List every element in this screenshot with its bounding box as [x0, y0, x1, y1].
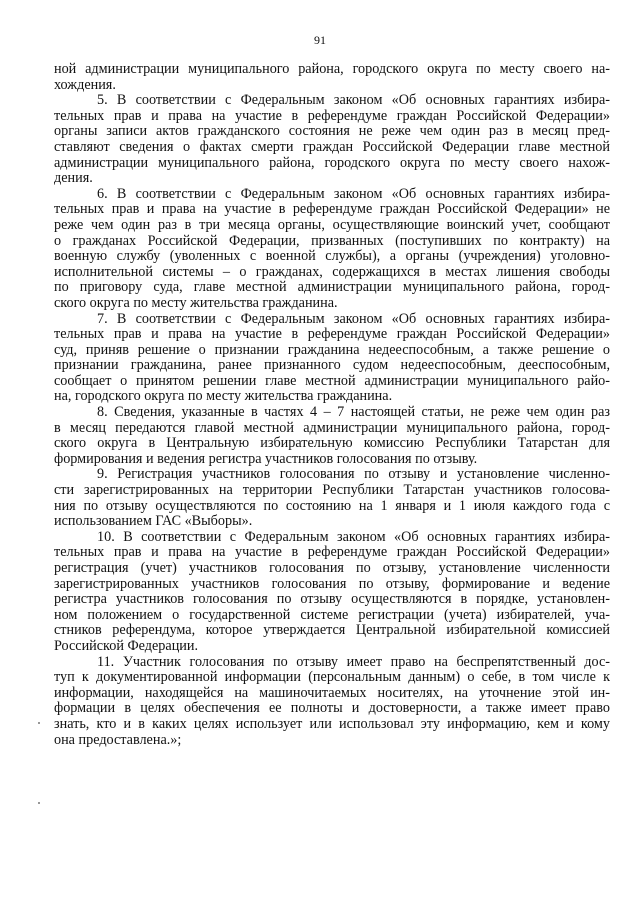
text-line: о гражданах Российской Федерации, призванных (поступивших по контракту) на [54, 233, 610, 249]
text-line: сообщает о принятом решении главе местной администрации муниципального райо- [54, 373, 610, 389]
paragraph [54, 655, 610, 749]
text-line: тельных прав и права на участие в референдуме граждан Российской Федерации» [54, 545, 610, 561]
text-line: ном положением о государственной системе регистрации (учета) избирателей, уча- [54, 607, 610, 623]
text-line: исполнительной системы – о гражданах, содержащихся в местах лишения свободы [54, 264, 610, 280]
text-line: сти зарегистрированных на территории Республики Татарстан участников голосова- [54, 483, 610, 499]
text-line: признании гражданина, ранее признанного судом недееспособным, дееспособным, [54, 358, 610, 374]
text-line: на, городского округа по месту жительства гражданина. [54, 389, 393, 405]
text-line: регистра участников голосования по отзыву осуществляются в порядке, установлен- [54, 592, 610, 608]
text-line: тельных прав и права на участие в референдуме граждан Российской Федерации» [54, 108, 610, 124]
text-line: 6. В соответствии с Федеральным законом «Об основных гарантиях избира- [97, 186, 610, 202]
paragraph [54, 93, 610, 187]
paragraph [54, 530, 610, 655]
text-line: в месяц передаются главой местной администрации муниципального района, город- [54, 420, 610, 436]
text-line: 11. Участник голосования по отзыву имеет право на беспрепятственный дос- [97, 654, 610, 670]
text-line: ной администрации муниципального района, городского округа по месту своего на- [54, 62, 610, 77]
text-line: информации, находящейся на машиночитаемых носителях, на уточнение этой ин- [54, 685, 610, 701]
text-line: использованием ГАС «Выборы». [54, 514, 253, 530]
text-line: ского округа в Центральную избирательную комиссию Республики Татарстан для [54, 436, 610, 452]
paragraph [54, 62, 610, 93]
text-line: по приговору суда, главе местной администрации муниципального района, город- [54, 280, 610, 296]
paragraph [54, 405, 610, 467]
text-line: 8. Сведения, указанные в частях 4 – 7 настоящей статьи, не реже чем один раз [97, 405, 610, 421]
scan-speck [38, 722, 40, 724]
paragraph [54, 467, 610, 529]
text-line: ставляют сведения о фактах смерти граждан Российской Федерации главе местной [54, 139, 610, 155]
text-line: тельных прав и права на участие в референдуме граждан Российской Федерации» [54, 327, 610, 343]
text-line: Российской Федерации. [54, 638, 199, 654]
text-line: формации в целях обеспечения ее полноты и достоверности, а также имеет право [54, 701, 610, 717]
text-line: реже чем один раз в три месяца органы, осуществляющие воинский учет, сообщают [54, 217, 610, 233]
text-line: ского округа по месту жительства гражданина. [54, 295, 338, 311]
text-line: администрации муниципального района, городского округа по месту своего нахож- [54, 155, 610, 171]
document-body [54, 62, 610, 748]
text-line: суд, приняв решение о признании гражданина недееспособным, а также решение о [54, 342, 610, 358]
text-line: регистрация (учет) участников голосования по отзыву, установление численности [54, 561, 610, 576]
text-line: она предоставлена.»; [54, 732, 182, 748]
text-line: 9. Регистрация участников голосования по отзыву и установление численно- [97, 467, 610, 483]
text-line: формирования и ведения регистра участников голосования по отзыву. [54, 451, 478, 467]
text-line: 5. В соответствии с Федеральным законом «Об основных гарантиях избира- [97, 93, 610, 109]
text-line: зарегистрированных участников голосования по отзыву, формирование и ведение [54, 576, 610, 592]
text-line: 7. В соответствии с Федеральным законом «Об основных гарантиях избира- [97, 311, 610, 327]
text-line: хождения. [54, 77, 116, 93]
text-line: знать, кто и в каких целях использует или использовал эту информацию, кем и кому [54, 716, 610, 732]
text-line: дения. [54, 171, 93, 187]
text-line: туп к документированной информации (персональным данным) о себе, в том числе к [54, 670, 610, 686]
paragraph [54, 312, 610, 406]
text-line: органы записи актов гражданского состояния не реже чем один раз в месяц пред- [54, 124, 610, 140]
page-number: 91 [314, 33, 326, 47]
paragraph [54, 187, 610, 312]
text-line: 10. В соответствии с Федеральным законом «Об основных гарантиях избира- [97, 529, 610, 545]
text-line: ния по отзыву осуществляются по состоянию на 1 января и 1 июля каждого года с [54, 498, 610, 514]
text-line: военную службу (уволенных с военной службы), а органы (учреждения) уголовно- [54, 249, 610, 265]
text-line: стников референдума, которое утверждается Центральной избирательной комиссией [54, 623, 610, 639]
text-line: тельных прав и права на участие в референдуме граждан Российской Федерации» не [54, 202, 610, 218]
scan-speck [38, 802, 40, 804]
